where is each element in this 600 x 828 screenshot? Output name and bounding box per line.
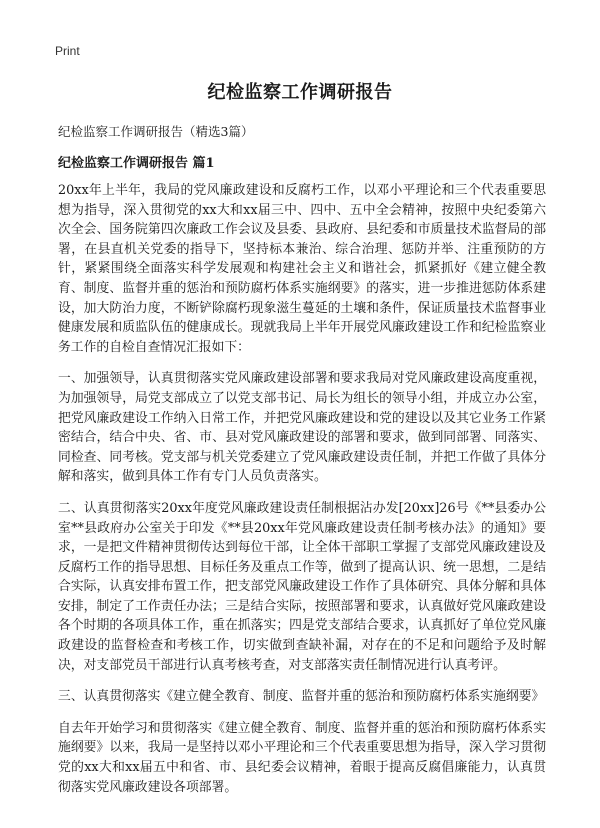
body-paragraph: 三、认真贯彻落实《建立健全教育、制度、监督并重的惩治和预防腐朽体系实施纲要》 [58,689,545,705]
print-link[interactable]: Print [55,44,80,58]
body-paragraph: 一、加强领导，认真贯彻落实党风廉政建设部署和要求我局对党风廉政建设高度重视，为加强领导，局党支部成立了以党支部书记、局长为组长的领导小组，并成立办公室，把党风廉政建设工作纳入日常工作，并把党风廉政建设和党的建设以及其它业务工作紧密结合，结合中央、省、市、县对党风廉政建设的部署和要求，做到同部署、同落实、同检查、同考核。党支部与机关党委建立了党风廉政建设责任制，并把工作做了具体分解和落实，做到具体工作有专门人员负责落实。 [58,371,546,485]
document-subtitle: 纪检监察工作调研报告（精选3篇） [58,124,254,139]
section-heading: 纪检监察工作调研报告 篇1 [58,156,215,171]
body-paragraph: 二、认真贯彻落实20xx年度党风廉政建设责任制根据沾办发[20xx]26号《**县委办公室**县政府办公室关于印发《**县20xx年党风廉政建设责任制考核办法》的通知》要求，一是把文件精神贯彻传达到每位干部，让全体干部职工掌握了支部党风廉政建设及反腐朽工作的指导思想、目标任务及重点工作等，做到了提高认识、统一思想，二是结合实际，认真安排布置工作，把支部党风廉政建设工作作了具体研究、具体分解和具体安排，制定了工作责任办法；三是结合实际，按照部署和要求，认真做好党风廉政建设各个时期的各项具体工作，重在抓落实；四是党支部结合要求，认真抓好了单位党风廉政建设的监督检查和考核工作，切实做到查缺补漏，对存在的不足和问题给予及时解决，对支部党员干部进行认真考核考查，对支部落实责任制情况进行认真考评。 [58,500,546,673]
page-title: 纪检监察工作调研报告 [207,82,393,103]
body-paragraph: 自去年开始学习和贯彻落实《建立健全教育、制度、监督并重的惩治和预防腐朽体系实施纲要》以来，我局一是坚持以邓小平理论和三个代表重要思想为指导，深入学习贯彻党的xx大和xx届五中和省、市、县纪委会议精神，着眼于提高反腐倡廉能力，认真贯彻落实党风廉政建设各项部署。 [58,720,546,795]
body-paragraph: 20xx年上半年，我局的党风廉政建设和反腐朽工作，以邓小平理论和三个代表重要思想为指导，深入贯彻党的xx大和xx届三中、四中、五中全会精神，按照中央纪委第六次全会、国务院第四次廉政工作会议及县委、县政府、县纪委和市质量技术监督局的部署，在县直机关党委的指导下，坚持标本兼治、综合治理、惩防并举、注重预防的方针，紧紧围绕全面落实科学发展观和构建社会主义和谐社会，抓紧抓好《建立健全教育、制度、监督并重的惩治和预防腐朽体系实施纲要》的落实，进一步推进惩防体系建设，加大防治力度，不断铲除腐朽现象滋生蔓延的土壤和条件，保证质量技术监督事业健康发展和质监队伍的健康成长。现就我局上半年开展党风廉政建设工作和纪检监察业务工作的自检自查情况汇报如下： [58,183,546,355]
document-body [58,181,546,809]
